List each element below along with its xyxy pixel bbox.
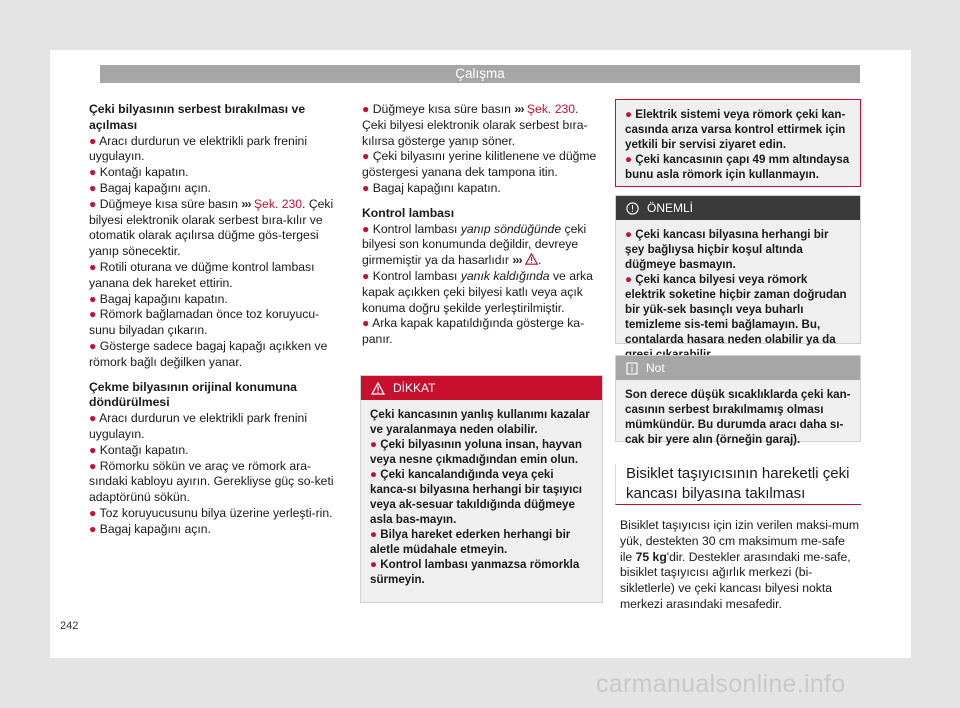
list-item: ● Bagaj kapağını açın.	[89, 521, 211, 536]
list-item: ● Toz koruyucusunu bilya üzerine yerleşti-rin.	[89, 505, 333, 520]
warning-box-title: DİKKAT	[361, 376, 602, 400]
list-item: ● Kontağı kapatın.	[89, 165, 189, 180]
figure-link[interactable]: Şek. 230	[526, 102, 576, 116]
figure-link[interactable]: Şek. 230	[253, 196, 303, 211]
list-item: ● Bagaj kapağını kapatın.	[89, 291, 228, 306]
warning-intro: Çeki kancasının yanlış kullanımı kazalar ve yaralanmaya neden olabilir.	[370, 408, 590, 436]
list-item: ● Çeki bilyasını yerine kilitlenene ve düğme göstergesi yanana dek tampona itin.	[362, 149, 597, 180]
list-item: ● Çeki kanca bilyesi veya römork elektrik soketine hiçbir zaman doğrudan bir yük-sek basınçlı veya buharlı temizleme sis-temi bağlamayın. Bu, contalarda hasara neden olabilir ya da	[625, 273, 847, 346]
note-box	[615, 355, 861, 446]
list-item: ● Bagaj kapağını açın.	[89, 180, 211, 195]
list-item: ● Çeki bilyasının yoluna insan, hayvan veya nesne çıkmadığından emin olun.	[370, 438, 582, 466]
list-item: ● Kontrol lambası yanmazsa römorkla sürmeyin.	[370, 558, 580, 586]
heading-release: Çeki bilyasının serbest bırakılması ve açılması	[89, 102, 306, 132]
warning-box	[360, 375, 603, 603]
list-item: ● Kontrol lambası yanık kaldığında ve arka kapak açıkken çeki bilyesi katlı veya açık konuma doğru şekilde yerleştirilmiştir.	[362, 268, 593, 315]
list-item: ● Çeki kancalandığında veya çeki kanca-sı bilyasına herhangi bir taşıyıcı veya ak-sesuar takıldığında düğmeye asla bas-mayın.	[370, 468, 582, 526]
heading-return: Çekme bilyasının orijinal konumuna döndürülmesi	[89, 379, 297, 410]
warning-icon	[371, 382, 385, 395]
list-item: ● Çeki kancasının çapı 49 mm altındaysa bunu asla römork için kullanmayın.	[625, 153, 850, 181]
list-item: ● Kontrol lambası yanıp söndüğünde çeki bilyesi son konumunda değildir, devreye girmemiştir ya da hasarlıdır ››› .	[362, 221, 587, 268]
list-item: ● Düğmeye kısa süre basın ››› Şek. 230. Çeki bilyesi elektronik olarak serbest bıra-kılırsa gösterge yanıp söner.	[362, 102, 588, 148]
note-box-title: Not	[616, 356, 860, 380]
note-icon	[626, 362, 638, 375]
bicycle-paragraph: Bisiklet taşıyıcısı için izin verilen maksi-mum yük, destekten 30 cm maksimum me-safe ile 75 kg'dir. Destekler arasındaki me-safe, bisiklet taşıyıcısı ağırlık merkezi (bi-sikletlerle) ve çeki kancası bilyesi nokta merkezi arasındaki mesafedir.	[620, 518, 860, 611]
list-item: ● Gösterge sadece bagaj kapağı açıkken ve römork bağlı değilken yanar.	[89, 338, 328, 369]
arrow-icon: ›››	[512, 253, 522, 268]
warning-icon	[525, 253, 538, 265]
watermark: carmanualsonline.info	[596, 670, 846, 698]
list-item: ● Römorku sökün ve araç ve römork ara-sındaki kabloyu ayırın. Gerekliyse güç so-keti adaptörünü sökün.	[89, 458, 334, 505]
list-item: ● Kontağı kapatın.	[89, 442, 189, 457]
section-title-bicycle: Bisiklet taşıyıcısının hareketli çeki kancası bilyasına takılması	[615, 464, 861, 505]
list-item: ● Bilya hareket ederken herhangi bir aletle müdahale etmeyin.	[370, 528, 571, 556]
important-box-title: ÖNEMLİ	[616, 196, 860, 220]
column-middle	[362, 102, 602, 348]
arrow-icon: ›››	[241, 196, 251, 211]
list-item: ● Arka kapak kapatıldığında gösterge ka-panır.	[362, 316, 585, 347]
list-item: ● Düğmeye kısa süre basın ››› Şek. 230. Çeki bilyesi elektronik olarak serbest bıra-kılır ve otomatik olarak açılırsa düğme gös-tergesi yanıp sönecektir.	[89, 196, 334, 259]
list-item: ● Rotili oturana ve düğme kontrol lambası yanana dek hareket ettirin.	[89, 259, 315, 290]
note-text: Son derece düşük sıcaklıklarda çeki kan-casının serbest bırakılmamış olması mümkündür. Bu durumda aracı daha sı-cak bir yere alın (örneğin garaj).	[625, 388, 851, 446]
list-item: ● Elektrik sistemi veya römork çeki kan-casında arıza varsa kontrol ettirmek için yetkili bir servisi ziyaret edin.	[625, 108, 846, 151]
list-item: ● Römork bağlamadan önce toz koruyucu-sunu bilyadan çıkarın.	[89, 307, 320, 338]
column-left	[89, 102, 341, 538]
info-circle-icon	[626, 202, 639, 215]
list-item: ● Bagaj kapağını kapatın.	[362, 180, 501, 195]
list-item: ● Çeki kancası bilyasına herhangi bir şey bağlıysa hiçbir koşul altında düğmeye basmayın.	[625, 228, 829, 271]
section-header: Çalışma	[100, 65, 860, 83]
important-box	[615, 195, 861, 344]
list-item: ● Aracı durdurun ve elektrikli park frenini uygulayın.	[89, 411, 308, 441]
warning-box-continued	[615, 99, 861, 187]
page-number: 242	[60, 620, 79, 632]
arrow-icon: ›››	[514, 102, 524, 116]
list-item: ● Aracı durdurun ve elektrikli park frenini uygulayın.	[89, 133, 308, 164]
heading-control-lamp: Kontrol lambası	[362, 205, 455, 220]
